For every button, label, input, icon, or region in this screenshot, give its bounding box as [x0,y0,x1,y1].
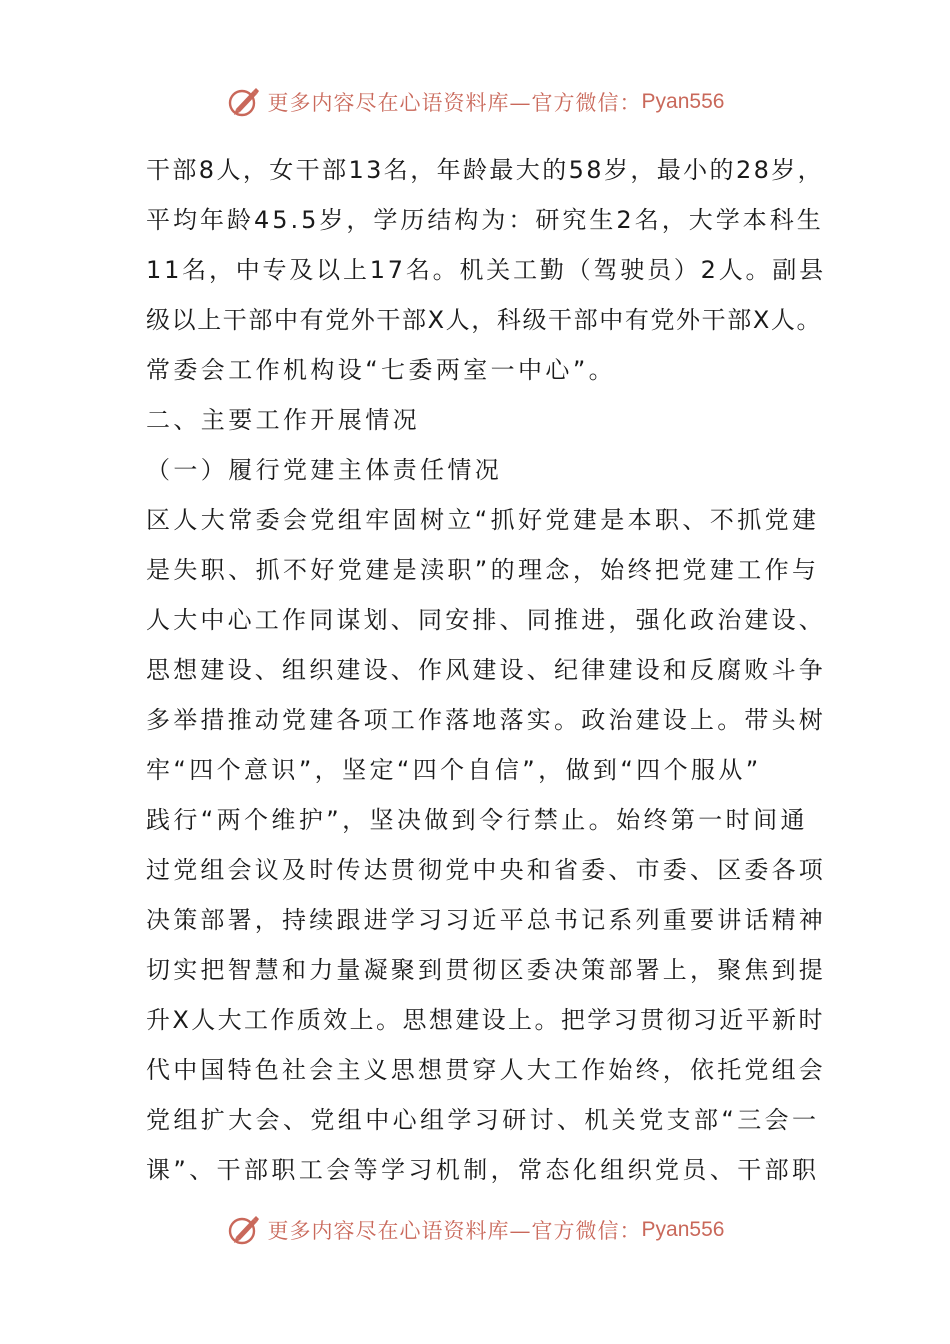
text-line: 11名，中专及以上17名。机关工勤（驾驶员）2人。副县 [146,256,826,284]
text-line: 人大中心工作同谋划、同安排、同推进，强化政治建设、 [146,606,826,634]
text-line: 升X人大工作质效上。思想建设上。把学习贯彻习近平新时 [146,1006,825,1034]
text-line: 级以上干部中有党外干部X人，科级干部中有党外干部X人。 [146,306,823,334]
text-line: （一）履行党建主体责任情况 [146,456,503,484]
text-line: 代中国特色社会主义思想贯穿人大工作始终，依托党组会 [146,1056,826,1084]
text-line: 是失职、抓不好党建是渎职”的理念，始终把党建工作与 [146,556,820,584]
header-watermark-id: Pyan556 [641,90,725,113]
text-line: 干部8人，女干部13名，年龄最大的58岁，最小的28岁， [146,156,825,184]
footer-watermark-id: Pyan556 [641,1218,725,1241]
text-line: 常委会工作机构设“七委两室一中心”。 [146,356,617,384]
text-line: 平均年龄45.5岁，学历结构为：研究生2名，大学本科生 [146,206,824,234]
pen-logo-icon [226,1212,262,1248]
text-line: 践行“两个维护”，坚决做到令行禁止。始终第一时间通 [146,806,808,834]
text-line: 区人大常委会党组牢固树立“抓好党建是本职、不抓党建 [146,506,820,534]
text-line: 党组扩大会、党组中心组学习研讨、机关党支部“三会一 [146,1106,820,1134]
header-watermark-text: 更多内容尽在心语资料库—官方微信： [267,91,642,115]
text-line: 思想建设、组织建设、作风建设、纪律建设和反腐败斗争 [146,656,826,684]
footer-watermark-text: 更多内容尽在心语资料库—官方微信： [267,1219,642,1243]
text-line: 决策部署，持续跟进学习习近平总书记系列重要讲话精神 [146,906,826,934]
text-line: 牢“四个意识”，坚定“四个自信”，做到“四个服从” [146,756,762,784]
text-line: 切实把智慧和力量凝聚到贯彻区委决策部署上，聚焦到提 [146,956,826,984]
footer-watermark [0,1210,950,1250]
pen-logo-icon [226,84,262,120]
text-line: 过党组会议及时传达贯彻党中央和省委、市委、区委各项 [146,856,826,884]
text-line: 课”、干部职工会等学习机制，常态化组织党员、干部职 [146,1156,820,1184]
text-line: 多举措推动党建各项工作落地落实。政治建设上。带头树 [146,706,826,734]
header-watermark [0,82,950,122]
document-body [146,145,826,1195]
text-line: 二、主要工作开展情况 [146,406,420,434]
